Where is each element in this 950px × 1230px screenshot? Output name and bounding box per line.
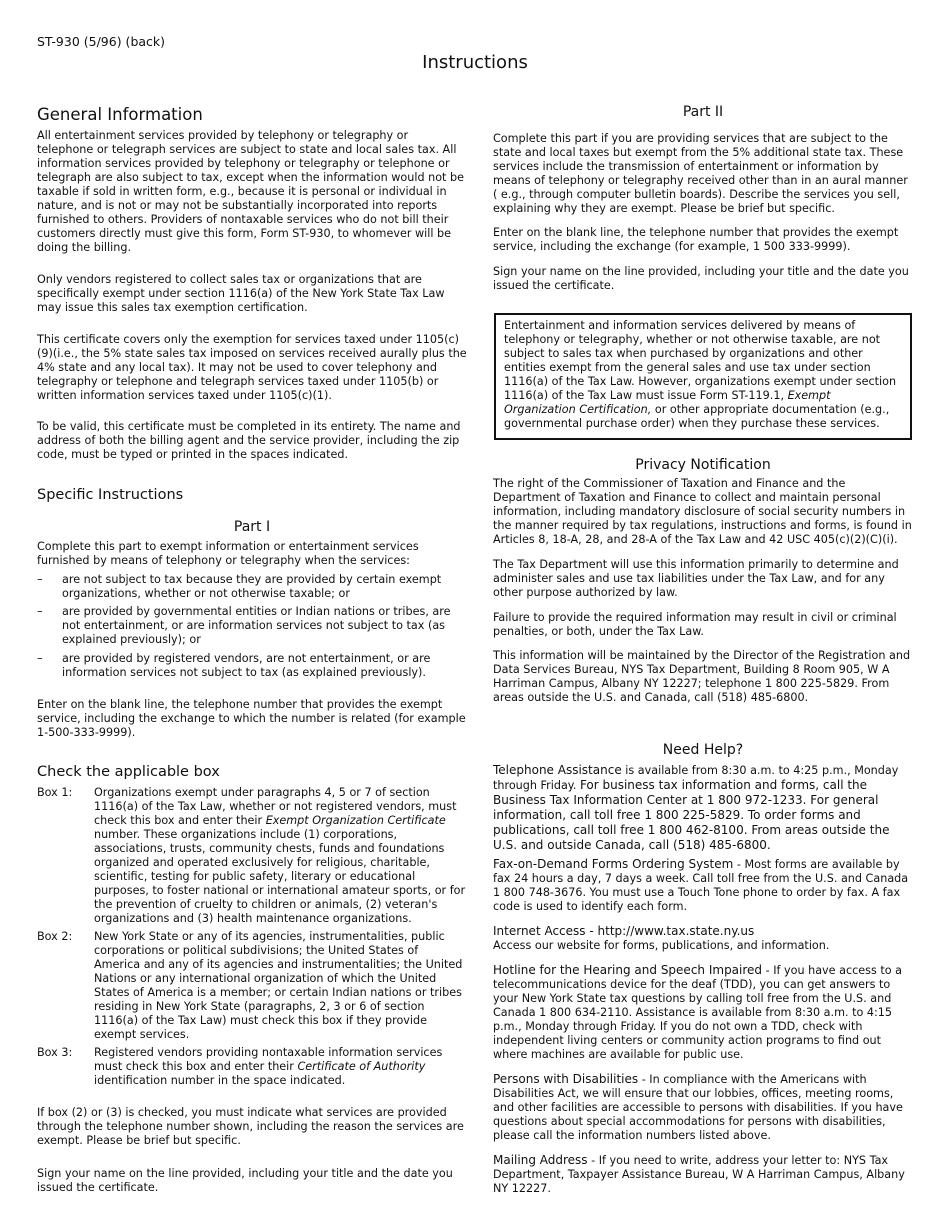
bullet-text: are provided by registered vendors, are not entertainment, or are information services not subject to tax (as explained previously). [62, 652, 431, 679]
part-1-bullet [37, 573, 467, 601]
mailing-address-paragraph: Mailing Address - If you need to write, address your letter to: NYS Tax Department, Taxpayer Assistance Bureau, W A Harriman Campus, Albany NY 12227. [493, 1153, 905, 1195]
bullet-text: are not subject to tax because they are provided by certain exempt organizations, whether or not otherwise taxable; or [62, 573, 442, 600]
box-3-label: Box 3: [37, 1046, 73, 1059]
hearing-impaired-paragraph: Hotline for the Hearing and Speech Impaired - If you have access to a telecommunications device for the deaf (TDD), you can get answers to your New York State tax questions by calling toll free from the U.S. and Canada 1 800 634-2110. Assistance is available from 8:30 a.m. to 4:15 p.m., Monday through Friday. If you do not own a TDD, check with independent living centers or community action programs to find out where machines are available for public use. [493, 963, 903, 1061]
part-2-paragraph-1: Complete this part if you are providing services that are subject to the state and local taxes but exempt from the 5% additional state tax. These services include the transmission of entertainment or information by means of telephony or telegraphy received other than in an aural manner ( e.g., through computer bulletin boards). Describe the services you sell, explaining why they are exempt. Please be brief but specific. [493, 132, 908, 215]
if-box-checked-paragraph: If box (2) or (3) is checked, you must indicate what services are provided through the telephone number shown, including the reason the services are exempt. Please be brief but specific. [37, 1106, 464, 1147]
box-2-row [37, 930, 467, 1042]
box-3-row [37, 1046, 467, 1088]
general-paragraph-2: Only vendors registered to collect sales tax or organizations that are specifically exempt under section 1116(a) of the New York State Tax Law may issue this sales tax exemption certification. [37, 273, 445, 314]
part-2-heading: Part II [682, 104, 724, 120]
part-1-intro: Complete this part to exempt information or entertainment services furnished by means of telephony or telegraphy when the services: [37, 540, 419, 567]
page-title: Instructions [422, 52, 528, 73]
privacy-paragraph-2: The Tax Department will use this information primarily to determine and administer sales and use tax liabilities under the Tax Law, and for any other purpose authorized by law. [493, 558, 899, 599]
part-1-bullet [37, 652, 467, 680]
internet-access-paragraph: Internet Access - http://www.tax.state.ny.us Access our website for forms, publications, and information. [493, 924, 830, 952]
box-1-label: Box 1: [37, 786, 73, 799]
bullet-dash: – [37, 605, 43, 618]
box-3-text: Registered vendors providing nontaxable information services must check this box and enter their Certificate of Authority identification number in the space indicated. [94, 1046, 443, 1087]
exemption-notice-box [494, 313, 912, 440]
bullet-dash: – [37, 573, 43, 586]
exemption-notice-text: Entertainment and information services delivered by means of telephony or telegraphy, whether or not otherwise taxable, are not subject to sales tax when purchased by organizations and other entities exempt from the general sales and use tax under section 1116(a) of the Tax Law. However, organizations exempt under section 1116(a) of the Tax Law must issue Form ST-119.1, Exempt Organization Certification, or other appropriate documentation (e.g., governmental purchase order) when they purchase these services. [504, 319, 897, 430]
bullet-dash: – [37, 652, 43, 665]
bullet-text: are provided by governmental entities or Indian nations or tribes, are not entertainment, or are information services not subject to tax (as explained previously); or [62, 605, 451, 646]
general-information-heading: General Information [37, 105, 203, 124]
part-1-bullet [37, 605, 467, 647]
telephone-assistance-paragraph: Telephone Assistance is available from 8:30 a.m. to 4:25 p.m., Monday through Friday. For business tax information and forms, call the Business Tax Information Center at 1 800 972-1233. For general information, call toll free 1 800 225-5829. To order forms and publications, call toll free 1 800 462-8100. From areas outside the U.S. and outside Canada, call (518) 485-6800. [493, 763, 899, 852]
general-paragraph-1: All entertainment services provided by telephony or telegraphy or telephone or telegraph services are subject to state and local sales tax. All information services provided by telephony or telegraphy or telephone or telegraph are also subject to tax, except when the information would not be taxable if sold in written form, e.g., because it is personal or individual in nature, and is not or may not be substantially incorporated into reports furnished to others. Providers of nontaxable services who do not bill their customers directly must give this form, Form ST-930, to whomever will be doing the billing. [37, 129, 464, 254]
privacy-paragraph-4: This information will be maintained by the Director of the Registration and Data Services Bureau, NYS Tax Department, Building 8 Room 905, W A Harriman Campus, Albany NY 12227; telephone 1 800 225-5829. From areas outside the U.S. and Canada, call (518) 485-6800. [493, 649, 911, 704]
part-2-paragraph-3: Sign your name on the line provided, including your title and the date you issued the certificate. [493, 265, 909, 292]
box-1-row [37, 786, 467, 926]
privacy-paragraph-3: Failure to provide the required information may result in civil or criminal penalties, or both, under the Tax Law. [493, 611, 897, 638]
check-box-heading: Check the applicable box [37, 764, 220, 780]
box-1-text: Organizations exempt under paragraphs 4, 5 or 7 of section 1116(a) of the Tax Law, whether or not registered vendors, must check this box and enter their Exempt Organization Certificate number. These organizations include (1) corporations, associations, trusts, community chests, funds and foundations organized and operated exclusively for religious, charitable, scientific, testing for public safety, literary or educational purposes, to foster national or international amateur sports, or for the prevention of cruelty to children or animals, (2) veteran's organizations and (3) health maintenance organizations. [94, 786, 466, 925]
form-id: ST-930 (5/96) (back) [37, 34, 166, 49]
box-2-text: New York State or any of its agencies, instrumentalities, public corporations or political subdivisions; the United States of America and any of its agencies and instrumentalities; the United Nations or any international organization of which the United States of America is a member; or certain Indian nations or tribes residing in New York State (paragraphs, 2, 3 or 6 of section 1116(a) of the Tax Law) must check this box if they provide exempt services. [94, 930, 463, 1041]
fax-on-demand-paragraph: Fax-on-Demand Forms Ordering System - Most forms are available by fax 24 hours a day, 7 days a week. Call toll free from the U.S. and Canada 1 800 748-3676. You must use a Touch Tone phone to order by fax. A fax code is used to identify each form. [493, 857, 909, 913]
general-paragraph-3: This certificate covers only the exemption for services taxed under 1105(c)(9)(i.e., the 5% state sales tax imposed on services received aurally plus the 4% state and any local tax). It may not be used to cover telephony and telegraphy or telephone and telegraph services taxed under 1105(b) or written information services taxed under 1105(c)(1). [37, 333, 467, 402]
disabilities-paragraph: Persons with Disabilities - In compliance with the Americans with Disabilities Act, we will ensure that our lobbies, offices, meeting rooms, and other facilities are accessible to persons with disabilities. If you have questions about special accommodations for persons with disabilities, please call the information numbers listed above. [493, 1072, 903, 1142]
part-1-enter-line: Enter on the blank line, the telephone number that provides the exempt service, including the exchange to which the number is related (for example 1-500-333-9999). [37, 698, 466, 739]
privacy-heading: Privacy Notification [635, 457, 771, 473]
general-paragraph-4: To be valid, this certificate must be completed in its entirety. The name and address of both the billing agent and the service provider, including the zip code, must be typed or printed in the spaces indicated. [37, 420, 461, 461]
privacy-paragraph-1: The right of the Commissioner of Taxation and Finance and the Department of Taxation and Finance to collect and maintain personal information, including mandatory disclosure of social security numbers in the manner required by tax regulations, instructions and forms, is found in Articles 8, 18-A, 28, and 28-A of the Tax Law and 42 USC 405(c)(2)(C)(i). [493, 477, 912, 546]
part-1-heading: Part I [233, 519, 271, 535]
box-2-label: Box 2: [37, 930, 73, 943]
part-2-paragraph-2: Enter on the blank line, the telephone number that provides the exempt service, including the exchange (for example, 1 500 333-9999). [493, 226, 899, 253]
specific-instructions-heading: Specific Instructions [37, 487, 184, 503]
sign-paragraph-left: Sign your name on the line provided, including your title and the date you issued the certificate. [37, 1167, 453, 1194]
need-help-heading: Need Help? [662, 742, 744, 758]
